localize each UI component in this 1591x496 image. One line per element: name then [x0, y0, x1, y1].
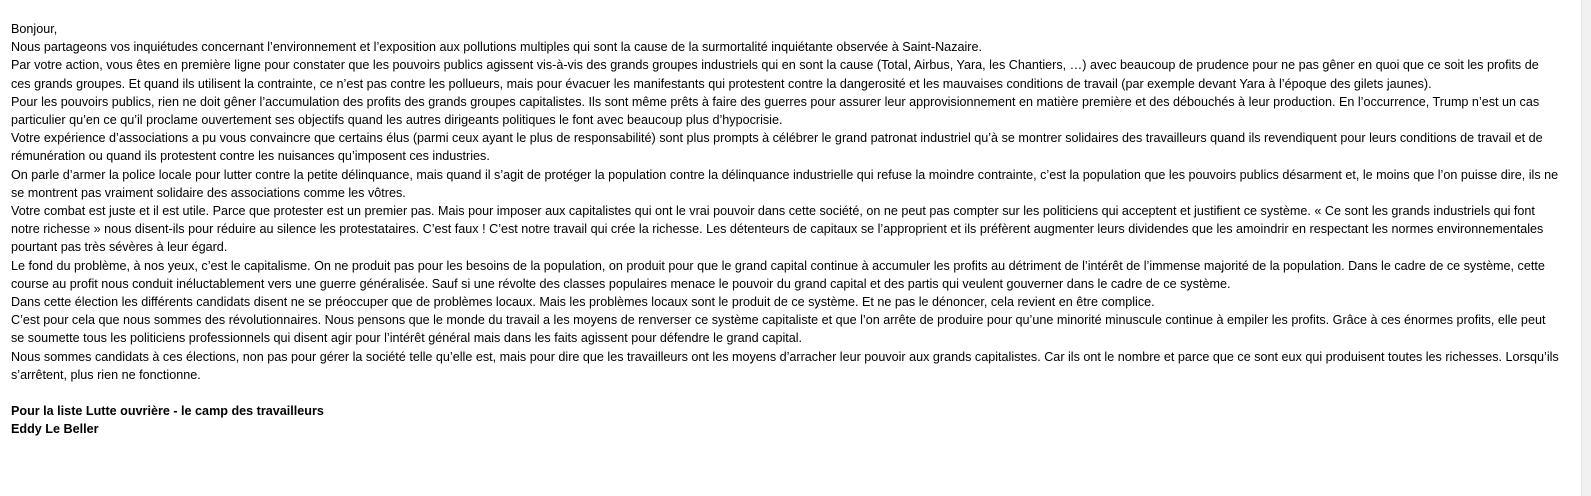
- paragraph-10: Nous sommes candidats à ces élections, non pas pour gérer la société telle qu’elle est, mais pour dire que les travailleurs ont les moyens d’arracher leur pouvoir aux grands capitalistes. Car ils ont le nombre et parce que ce sont eux qui produisent toutes les richesses. Lorsqu’ils s’arrêtent, plus rien ne fonctionne.: [11, 349, 1559, 382]
- letter-body: [11, 20, 1559, 438]
- vertical-scrollbar[interactable]: [1581, 0, 1591, 496]
- paragraph-2: Par votre action, vous êtes en première ligne pour constater que les pouvoirs publics agissent vis-à-vis des grands groupes industriels qui en sont la cause (Total, Airbus, Yara, les Chantiers, …) avec beaucoup de prudence pour ne pas gêner en quoi que ce soit les profits de ces grands groupes. Et quand ils utilisent la contrainte, ce n’est pas contre les pollueurs, mais pour évacuer les manifestants qui protestent contre la dangerosité et les mauvaises conditions de travail (par exemple devant Yara à l’époque des gilets jaunes).: [11, 58, 1539, 91]
- paragraph-8: Dans cette élection les différents candidats disent ne se préoccuper que de problèmes locaux. Mais les problèmes locaux sont le produit de ce système. Et ne pas le dénoncer, cela revient en être complice.: [11, 295, 1155, 310]
- signature-spacer: [11, 384, 1559, 402]
- paragraph-3: Pour les pouvoirs publics, rien ne doit gêner l’accumulation des profits des grands groupes capitalistes. Ils sont même prêts à faire des guerres pour assurer leur approvisionnement en matière première et des débouchés à leur production. En l’occurrence, Trump n’est un cas particulier qu’en ce qu’il proclame ouvertement ses objectifs quand les autres dirigeants politiques le font avec beaucoup plus d’hypocrisie.: [11, 94, 1540, 128]
- paragraph-7: Le fond du problème, à nos yeux, c’est le capitalisme. On ne produit pas pour les besoins de la population, on produit pour que le grand capital continue à accumuler les profits au détriment de l’intérêt de l’immense majorité de la population. Dans le cadre de ce système, cette course au profit nous conduit inéluctablement vers une guerre généralisée. Sauf si une révolte des classes populaires menace le pouvoir du grand capital et des partis qui veulent gouverner dans le cadre de ce système.: [11, 258, 1545, 291]
- signature-list-name: Pour la liste Lutte ouvrière - le camp des travailleurs: [11, 404, 324, 419]
- paragraph-4: Votre expérience d’associations a pu vous convaincre que certains élus (parmi ceux ayant le plus de responsabilité) sont plus prompts à célébrer le grand patronat industriel qu’à se montrer solidaires des travailleurs quand ils revendiquent pour leurs conditions de travail et de rémunération ou quand ils protestent contre les nuisances qu’imposent ces industries.: [11, 131, 1543, 164]
- signature-block: [11, 402, 1559, 438]
- signature-author: Eddy Le Beller: [11, 422, 99, 437]
- paragraph-5: On parle d’armer la police locale pour lutter contre la petite délinquance, mais quand il s’agit de protéger la population contre la délinquance industrielle qui refuse la moindre contrainte, c’est la population que les pouvoirs publics désarment et, le moins que l’on puisse dire, ils ne se montrent pas vraiment solidaire des associations comme les vôtres.: [11, 167, 1559, 200]
- greeting: Bonjour,: [11, 22, 58, 36]
- paragraph-6: Votre combat est juste et il est utile. Parce que protester est un premier pas. Mais pour imposer aux capitalistes qui ont le vrai pouvoir dans cette société, on ne peut pas compter sur les politiciens qui acceptent et justifient ce système. « Ce sont les grands industriels qui font notre richesse » nous disent-ils pour réduire au silence les protestataires. C’est faux ! C’est notre travail qui crée la richesse. Les détenteurs de capitaux se l’approprient et ils préfèrent augmenter leurs dividendes que les amoindrir en respectant les normes environnementales pourtant pas très sévères à leur égard.: [11, 204, 1544, 255]
- paragraph-9: C’est pour cela que nous sommes des révolutionnaires. Nous pensons que le monde du travail a les moyens de renverser ce système capitaliste et que l’on arrête de produire pour qu’une minorité minuscule continue à empiler les profits. Grâce à ces énormes profits, elle peut se soumette tous les politiciens professionnels qui disent agir pour l’intérêt général mais dans les faits agissent pour défendre le grand capital.: [11, 313, 1546, 346]
- paragraph-1: Nous partageons vos inquiétudes concernant l’environnement et l’exposition aux pollutions multiples qui sont la cause de la surmortalité inquiétante observée à Saint-Nazaire.: [11, 40, 982, 55]
